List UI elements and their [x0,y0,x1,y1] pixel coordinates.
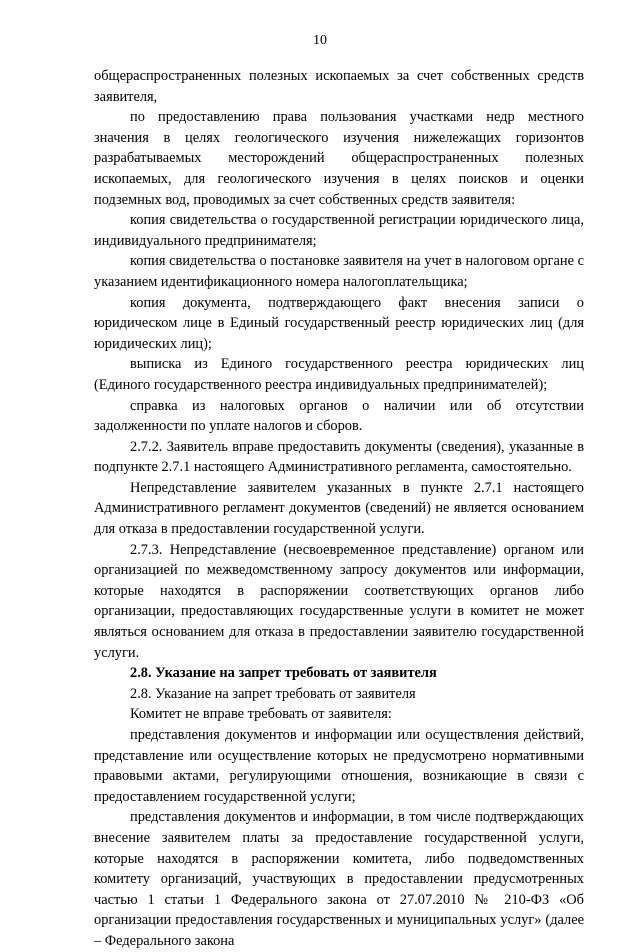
list-item: выписка из Единого государственного реестра юридических лиц (Единого государственного реестра индивидуальных предпринимателей); [94,356,584,393]
list-item: копия документа, подтверждающего факт внесения записи о юридическом лице в Единый государственный реестр юридических лиц (для юридических лиц); [94,294,584,352]
paragraph: 2.7.3. Непредставление (несвоевременное представление) органом или организацией по межведомственному запросу документов или информации, которые находятся в распоряжении соответствующих органов либо организации, предоставляющих государственные услуги в комитет не может являться основанием для отказа в предоставлении заявителю государственной услуги. [94,541,584,661]
paragraph: 2.7.2. Заявитель вправе предоставить документы (сведения), указанные в подпункте 2.7.1 настоящего Административного регламента, самостоятельно. [94,438,584,476]
list-item: справка из налоговых органов о наличии или об отсутствии задолженности по уплате налогов и сборов. [94,397,584,435]
paragraph: Непредставление заявителем указанных в пункте 2.7.1 настоящего Административного регламент документов (сведений) не является основанием для отказа в предоставлении государственной услуги. [94,479,584,538]
document-body [94,66,584,952]
paragraph: общераспространенных полезных ископаемых за счет собственных средств заявителя, [94,68,584,105]
list-item: представления документов и информации, в том числе подтверждающих внесение заявителем платы за предоставление государственной услуги, которые находятся в распоряжении комитета, либо подведомственных комитету организаций, участвующих в предоставлении предусмотренных частью 1 статьи 1 Федерального закона от 27.07.2010 № 210-ФЗ «Об организации предоставления государственных и муниципальных услуг» (далее – Федерального закона [94,809,584,949]
page-number: 10 [313,33,327,48]
list-item: копия свидетельства о государственной регистрации юридического лица, индивидуального предпринимателя; [94,212,584,249]
paragraph: по предоставлению права пользования участками недр местного значения в целях геологического изучения нижележащих горизонтов разрабатываемых месторождений общераспространенных полезных ископаемых, для геологического изучения в целях поисков и оценки подземных вод, проводимых за счет собственных средств заявителя: [94,109,584,208]
section-heading: 2.8. Указание на запрет требовать от заявителя [130,665,437,682]
list-item: копия свидетельства о постановке заявителя на учет в налоговом органе с указанием идентификационного номера налогоплательщика; [94,253,584,290]
list-item: представления документов и информации или осуществления действий, представление или осуществление которых не предусмотрено нормативными правовыми актами, регулирующими отношения, возникающие в связи с предоставлением государственной услуги; [94,727,584,805]
paragraph: 2.8. Указание на запрет требовать от заявителя [130,685,416,702]
paragraph: Комитет не вправе требовать от заявителя: [130,706,392,723]
